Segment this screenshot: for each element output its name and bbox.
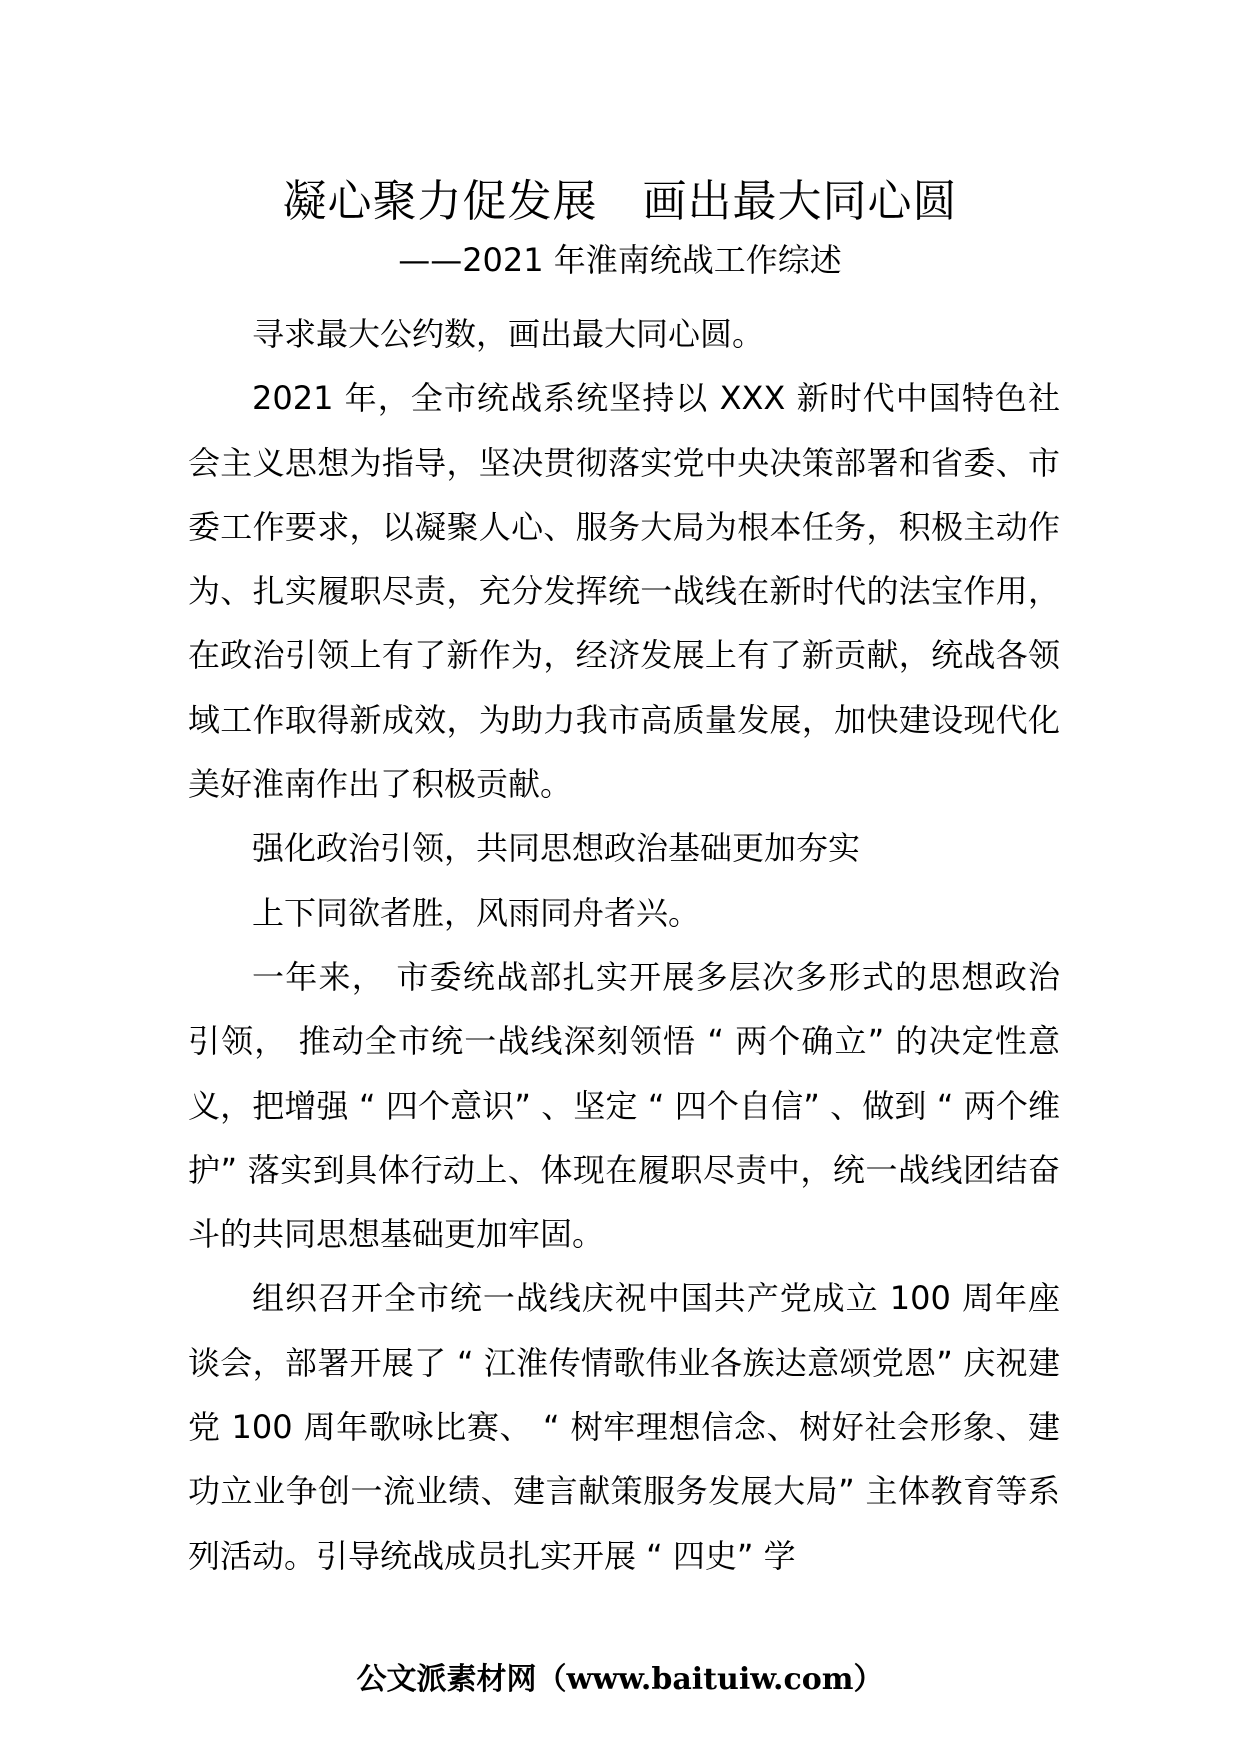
paragraph: 组织召开全市统一战线庆祝中国共产党成立 100 周年座谈会，部署开展了 “ 江淮传情歌伟业各族达意颂党恩” 庆祝建党 100 周年歌咏比赛、 “ 树牢理想信念、树好社会形象、建功立业争创一流业绩、建言献策服务发展大局” 主体教育等系列活动。引导统战成员扎实开展 “ 四史” 学 <box>188 1279 1060 1575</box>
document-title: 凝心聚力促发展 画出最大同心圆 <box>282 176 958 227</box>
paragraph: 寻求最大公约数，画出最大同心圆。 <box>252 315 765 353</box>
paragraph: 一年来， 市委统战部扎实开展多层次多形式的思想政治引领， 推动全市统一战线深刻领悟 “ 两个确立” 的决定性意义，把增强 “ 四个意识” 、坚定 “ 四个自信” 、做到 “ 两个维护” 落实到具体行动上、体现在履职尽责中，统一战线团结奋斗的共同思想基础更加牢固。 <box>188 957 1060 1254</box>
paragraph: 2021 年，全市统战系统坚持以 XXX 新时代中国特色社会主义思想为指导，坚决贯彻落实党中央决策部署和省委、市委工作要求，以凝聚人心、服务大局为根本任务，积极主动作为、扎实履职尽责，充分发挥统一战线在新时代的法宝作用，在政治引领上有了新作为，经济发展上有了新贡献，统战各领域工作取得新成效，为助力我市高质量发展，加快建设现代化美好淮南作出了积极贡献。 <box>188 379 1060 804</box>
paragraph: 上下同欲者胜，风雨同舟者兴。 <box>252 893 701 932</box>
watermark-footer: 公文派素材网（www.baituiw.com） <box>356 1662 884 1697</box>
document-body <box>188 302 1060 1588</box>
section-heading: 强化政治引领，共同思想政治基础更加夯实 <box>252 829 861 868</box>
document-subtitle: ——2021 年淮南统战工作综述 <box>398 241 842 279</box>
